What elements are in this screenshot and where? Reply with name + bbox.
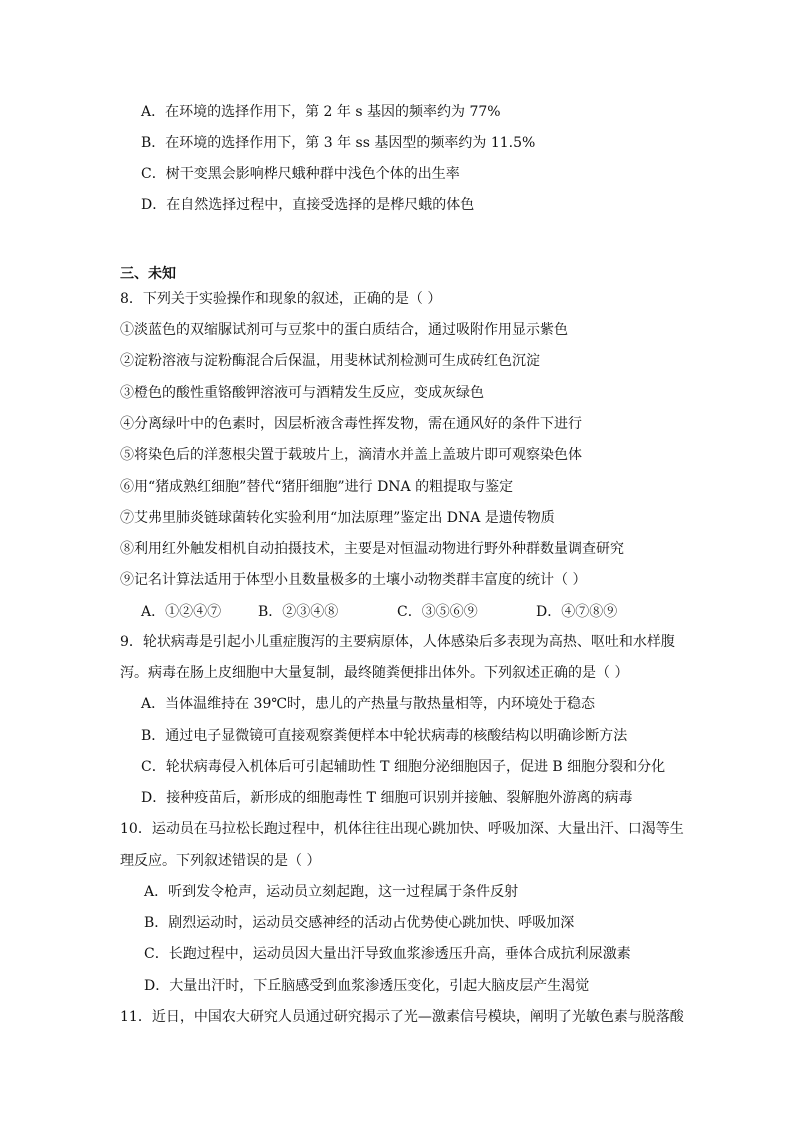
q8-item-8: ⑧利用红外触发相机自动拍摄技术，主要是对恒温动物进行野外种群数量调查研究 (120, 541, 624, 557)
section-heading: 三、未知 (120, 266, 176, 282)
q9-stem-line1: 9．轮状病毒是引起小儿重症腹泻的主要病原体，人体感染后多表现为高热、呕吐和水样腹 (120, 634, 675, 650)
q10-stem-line1: 10．运动员在马拉松长跑过程中，机体往往出现心跳加快、呼吸加深、大量出汗、口渴等生 (120, 821, 684, 837)
q8-option-b: B．②③④⑧ (258, 604, 339, 620)
q8-item-7: ⑦艾弗里肺炎链球菌转化实验利用“加法原理”鉴定出 DNA 是遗传物质 (120, 510, 555, 526)
q9-option-a: A．当体温维持在 39℃时，患儿的产热量与散热量相等，内环境处于稳态 (141, 696, 596, 712)
q8-option-c: C．③⑤⑥⑨ (397, 604, 478, 620)
q8-item-3: ③橙色的酸性重铬酸钾溶液可与酒精发生反应，变成灰绿色 (120, 385, 484, 401)
q9-option-c: C．轮状病毒侵入机体后可引起辅助性 T 细胞分泌细胞因子，促进 B 细胞分裂和分化 (141, 759, 666, 775)
q7-option-a: A．在环境的选择作用下，第 2 年 s 基因的频率约为 77% (141, 104, 501, 120)
q8-item-4: ④分离绿叶中的色素时，因层析液含毒性挥发物，需在通风好的条件下进行 (120, 416, 582, 432)
q10-option-b: B．剧烈运动时，运动员交感神经的活动占优势使心跳加快、呼吸加深 (144, 915, 575, 931)
q10-option-a: A．听到发令枪声，运动员立刻起跑，这一过程属于条件反射 (144, 884, 519, 900)
q8-option-d: D．④⑦⑧⑨ (536, 604, 618, 620)
q8-item-9: ⑨记名计算法适用于体型小且数量极多的土壤小动物类群丰富度的统计（ ） (120, 572, 587, 588)
q8-item-5: ⑤将染色后的洋葱根尖置于载玻片上，滴清水并盖上盖玻片即可观察染色体 (120, 447, 582, 463)
q8-stem: 8．下列关于实验操作和现象的叙述，正确的是（ ） (120, 291, 442, 307)
q10-stem-line2: 理反应。下列叙述错误的是（ ） (120, 853, 321, 869)
q9-option-b: B．通过电子显微镜可直接观察粪便样本中轮状病毒的核酸结构以明确诊断方法 (141, 728, 628, 744)
q8-item-2: ②淀粉溶液与淀粉酶混合后保温，用斐林试剂检测可生成砖红色沉淀 (120, 353, 540, 369)
q10-option-d: D．大量出汗时，下丘脑感受到血浆渗透压变化，引起大脑皮层产生渴觉 (144, 978, 590, 994)
q7-option-b: B．在环境的选择作用下，第 3 年 ss 基因型的频率约为 11.5% (141, 135, 536, 151)
q8-item-1: ①淡蓝色的双缩脲试剂可与豆浆中的蛋白质结合，通过吸附作用显示紫色 (120, 322, 568, 338)
q7-option-d: D．在自然选择过程中，直接受选择的是桦尺蛾的体色 (141, 197, 475, 213)
q8-item-6: ⑥用“猪成熟红细胞”替代“猪肝细胞”进行 DNA 的粗提取与鉴定 (120, 479, 514, 495)
q8-option-a: A．①②④⑦ (141, 604, 222, 620)
q11-stem-line1: 11．近日，中国农大研究人员通过研究揭示了光—激素信号模块，阐明了光敏色素与脱落酸 (120, 1009, 684, 1025)
q7-option-c: C．树干变黑会影响桦尺蛾种群中浅色个体的出生率 (141, 166, 460, 182)
q9-option-d: D．接种疫苗后，新形成的细胞毒性 T 细胞可识别并接触、裂解胞外游离的病毒 (141, 790, 633, 806)
q10-option-c: C．长跑过程中，运动员因大量出汗导致血浆渗透压升高，垂体合成抗利尿激素 (144, 946, 631, 962)
q9-stem-line2: 泻。病毒在肠上皮细胞中大量复制，最终随粪便排出体外。下列叙述正确的是（ ） (120, 665, 629, 681)
